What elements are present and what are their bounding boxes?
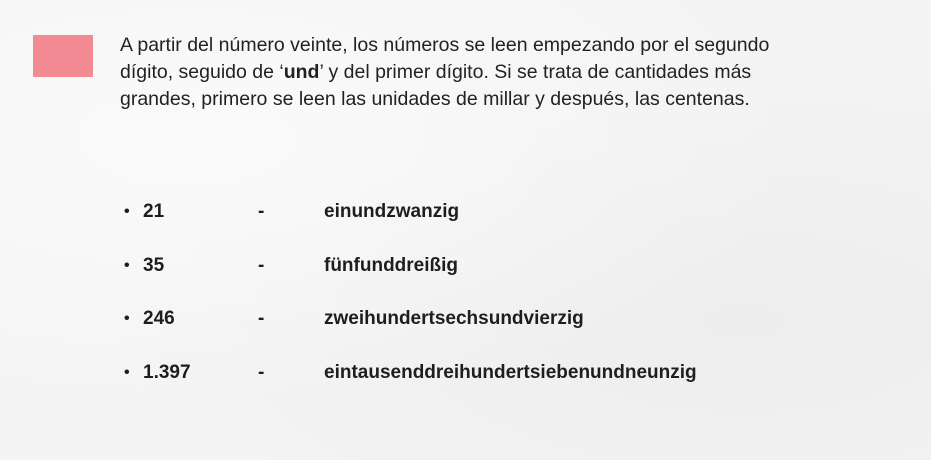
intro-text-part2: ’ y del primer dígito. Si se trata de cantidades más grandes, primero se leen las unidades de millar y después, las centenas. (120, 61, 752, 110)
example-dash: - (258, 254, 265, 276)
example-number: 246 (143, 308, 175, 329)
intro-paragraph (120, 32, 820, 113)
example-number: 1.397 (143, 361, 191, 383)
example-dash: - (258, 308, 265, 329)
list-item (124, 305, 697, 359)
intro-text-part1: A partir del número veinte, los números se leen empezando por el segundo dígito, seguido de ‘ (120, 34, 770, 83)
example-dash: - (258, 361, 265, 383)
accent-box (33, 35, 93, 77)
bullet-icon: • (124, 203, 130, 220)
examples-list (124, 198, 697, 412)
example-word: einundzwanzig (324, 201, 460, 222)
intro-keyword: und (283, 61, 320, 83)
list-item (124, 252, 697, 306)
list-item (124, 359, 697, 413)
example-word: eintausenddreihundertsiebenundneunzig (324, 361, 697, 383)
example-dash: - (258, 201, 265, 222)
bullet-icon: • (124, 363, 130, 381)
example-word: zweihundertsechsundvierzig (324, 308, 584, 329)
bullet-icon: • (124, 310, 130, 327)
list-item (124, 198, 697, 252)
bullet-icon: • (124, 256, 130, 274)
example-number: 21 (143, 201, 165, 222)
example-word: fünfunddreißig (324, 254, 459, 276)
example-number: 35 (143, 254, 165, 276)
